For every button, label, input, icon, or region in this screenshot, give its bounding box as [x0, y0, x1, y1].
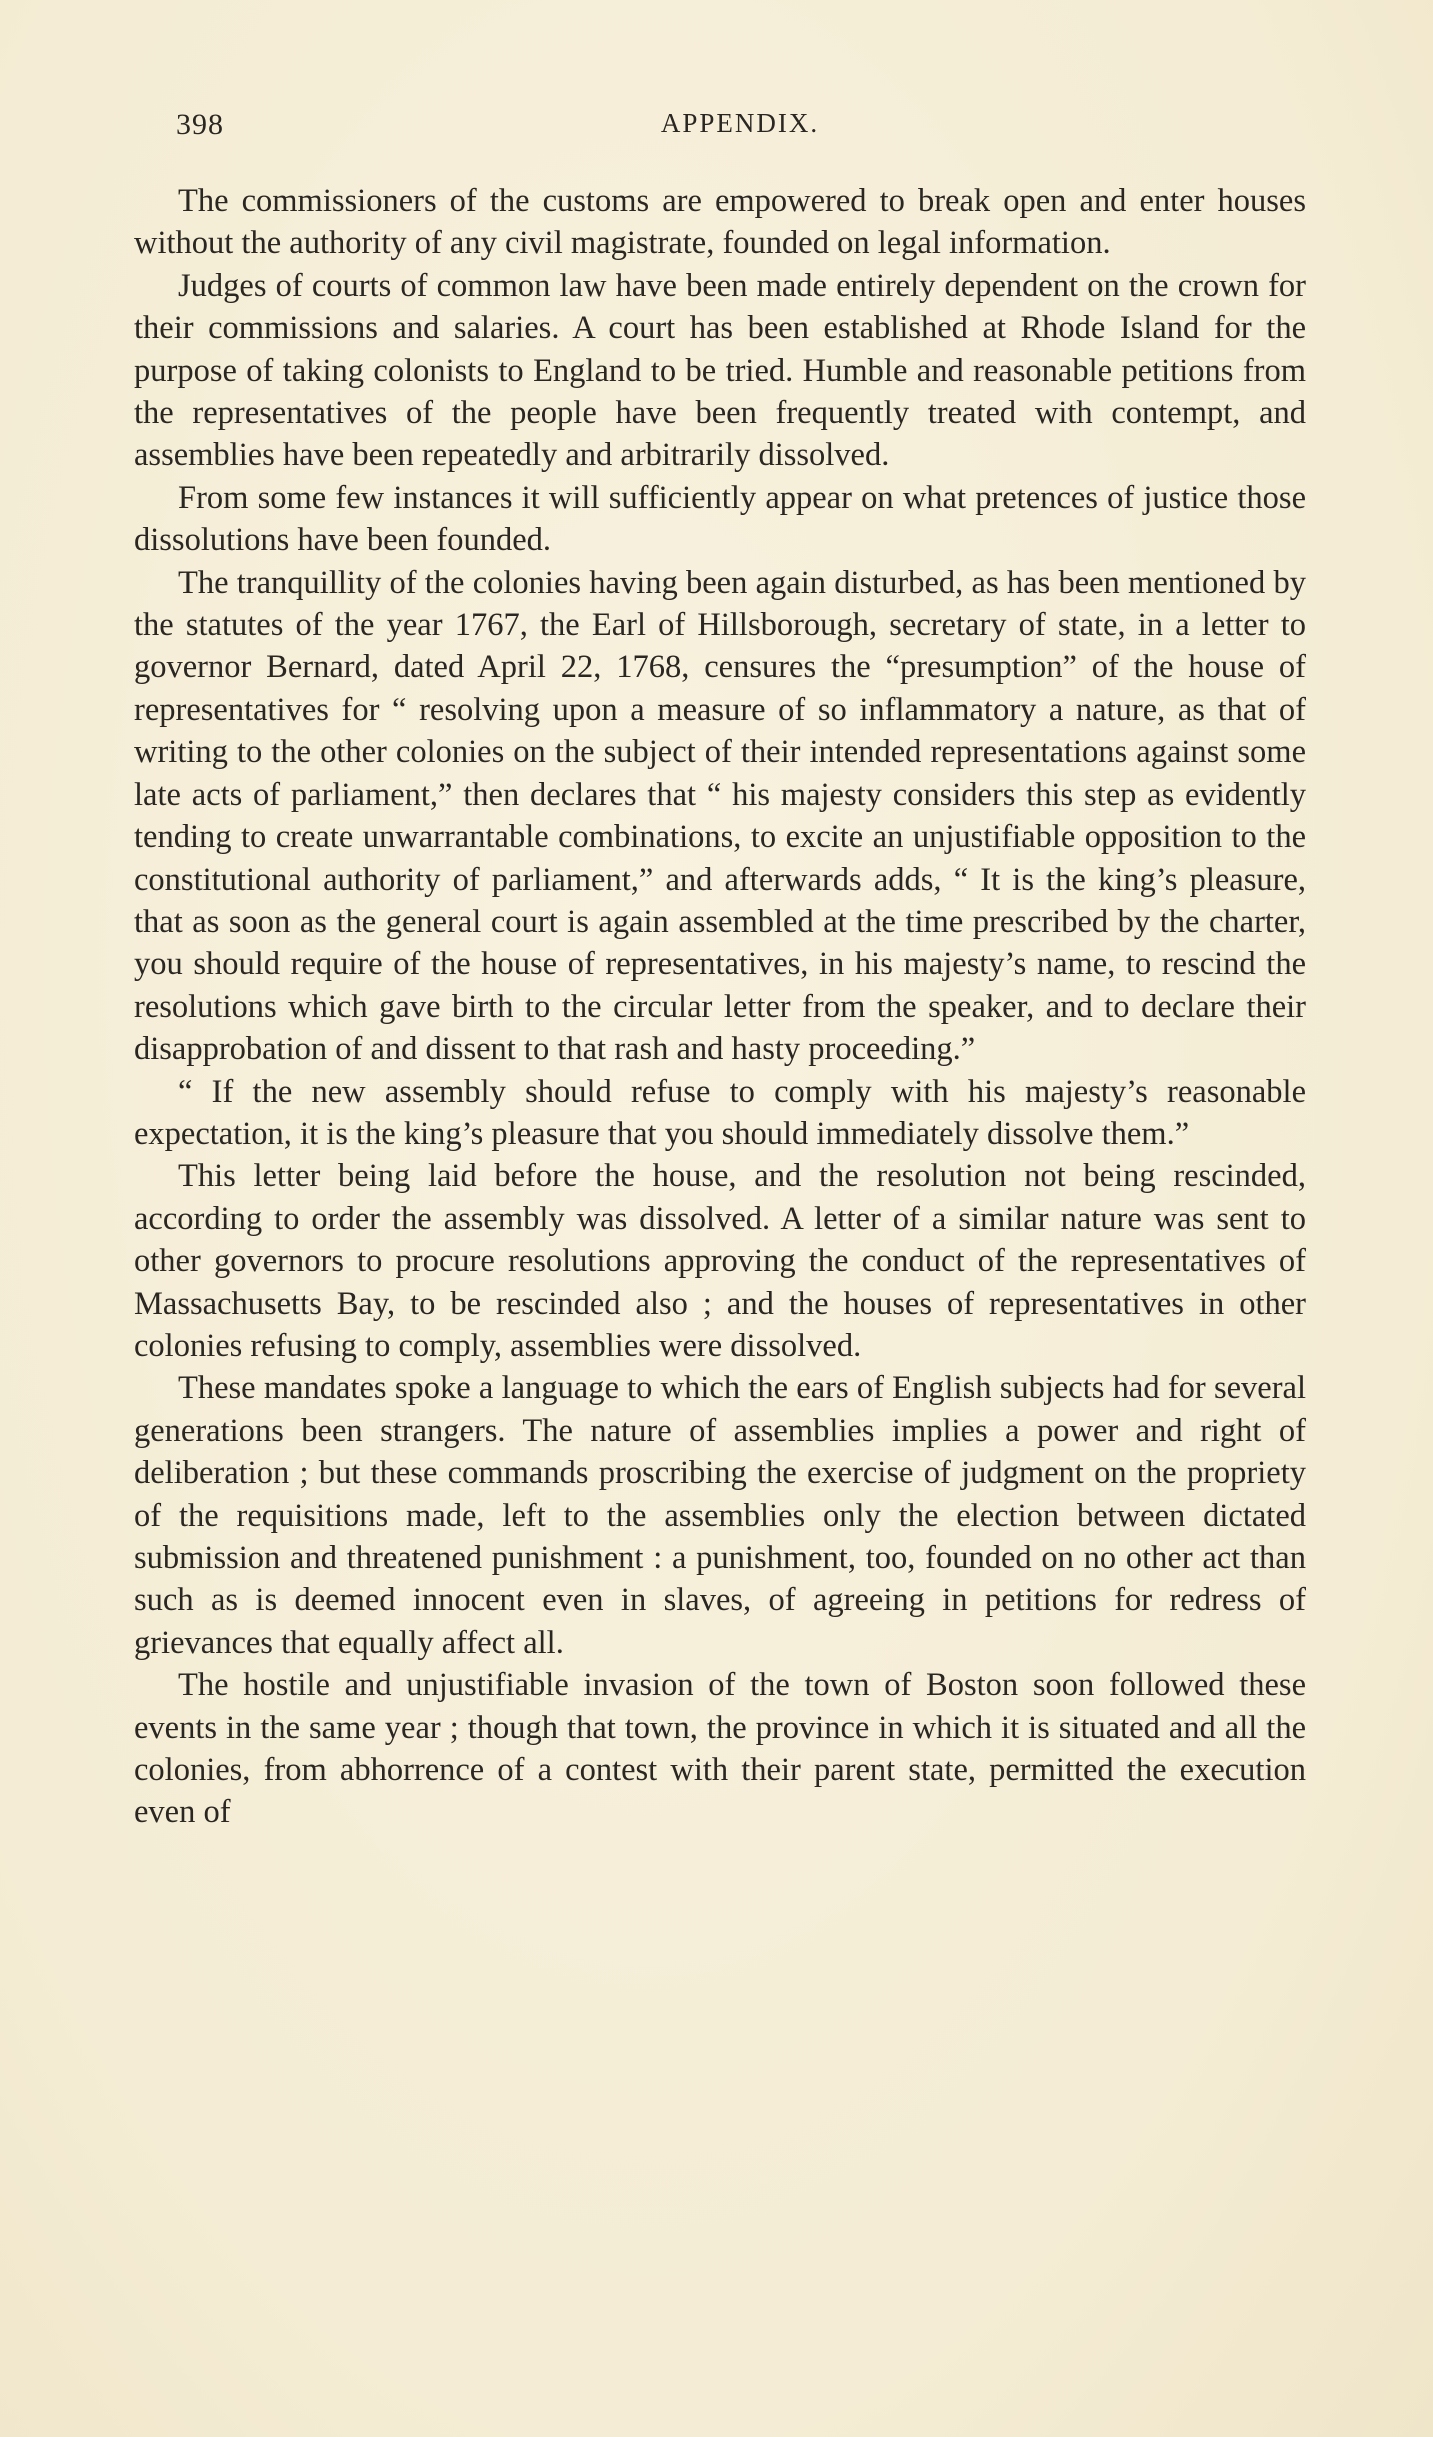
paragraph-mandates: These mandates spoke a language to which the ears of English subjects had for several generations been strangers. The nature of assemblies implies a power and right of deliberation ; but these commands proscribing the exercise of judgment on the propriety of the requisitions made, left to the assemblies only the election between dictated submission and threatened punishment : a punishment, too, founded on no other act than such as is deemed innocent even in slaves, of agreeing in petitions for redress of grievances that equally affect all. [134, 1370, 1306, 1661]
body-text [134, 180, 1306, 1834]
page-header [176, 108, 1304, 148]
paragraph-commissioners: The commissioners of the customs are empowered to break open and enter houses without the authority of any civil magistrate, founded on legal information. [134, 183, 1306, 262]
running-head: APPENDIX. [660, 108, 820, 138]
page-number: 398 [176, 108, 224, 141]
paragraph-hillsborough-letter: The tranquillity of the colonies having been again disturbed, as has been mentioned by the statutes of the year 1767, the Earl of Hillsborough, secretary of state, in a letter to governor Bernard, dated April 22, 1768, censures the “presumption” of the house of representatives for “ resolving upon a measure of so inflammatory a nature, as that of writing to the other colonies on the subject of their intended representations against some late acts of parliament,” then declares that “ his majesty considers this step as evidently tending to create unwarrantable combinations, to excite an unjustifiable opposition to the constitutional authority of parliament,” and afterwards adds, “ It is the king’s pleasure, that as soon as the general court is again assembled at the time prescribed by the charter, you should require of the house of representatives, in his majesty’s name, to rescind the resolutions which gave birth to the circular letter from the speaker, and to declare their disapprobation of and dissent to that rash and hasty proceeding.” [134, 564, 1306, 1068]
paragraph-letter-laid: This letter being laid before the house, and the resolution not being rescinded, according to order the assembly was dissolved. A letter of a similar nature was sent to other governors to procure resolutions approving the conduct of the representatives of Massachusetts Bay, to be rescinded also ; and the houses of representatives in other colonies refusing to comply, assemblies were dissolved. [134, 1158, 1306, 1364]
paragraph-judges: Judges of courts of common law have been made entirely dependent on the crown for their commissions and salaries. A court has been established at Rhode Island for the purpose of taking colonists to England to be tried. Humble and reasonable petitions from the representatives of the people have been frequently treated with contempt, and assemblies have been repeatedly and arbitrarily dissolved. [134, 267, 1306, 474]
paragraph-dissolutions: From some few instances it will sufficiently appear on what pretences of justice those dissolutions have been founded. [134, 479, 1306, 559]
paragraph-dissolve-them: “ If the new assembly should refuse to comply with his majesty’s reasonable expectation, it is the king’s pleasure that you should immediately dissolve them.” [134, 1073, 1306, 1152]
paragraph-boston-invasion: The hostile and unjustifiable invasion of the town of Boston soon followed these events in the same year ; though that town, the province in which it is situated and all the colonies, from abhorrence of a contest with their parent state, permitted the execution even of [134, 1667, 1306, 1831]
